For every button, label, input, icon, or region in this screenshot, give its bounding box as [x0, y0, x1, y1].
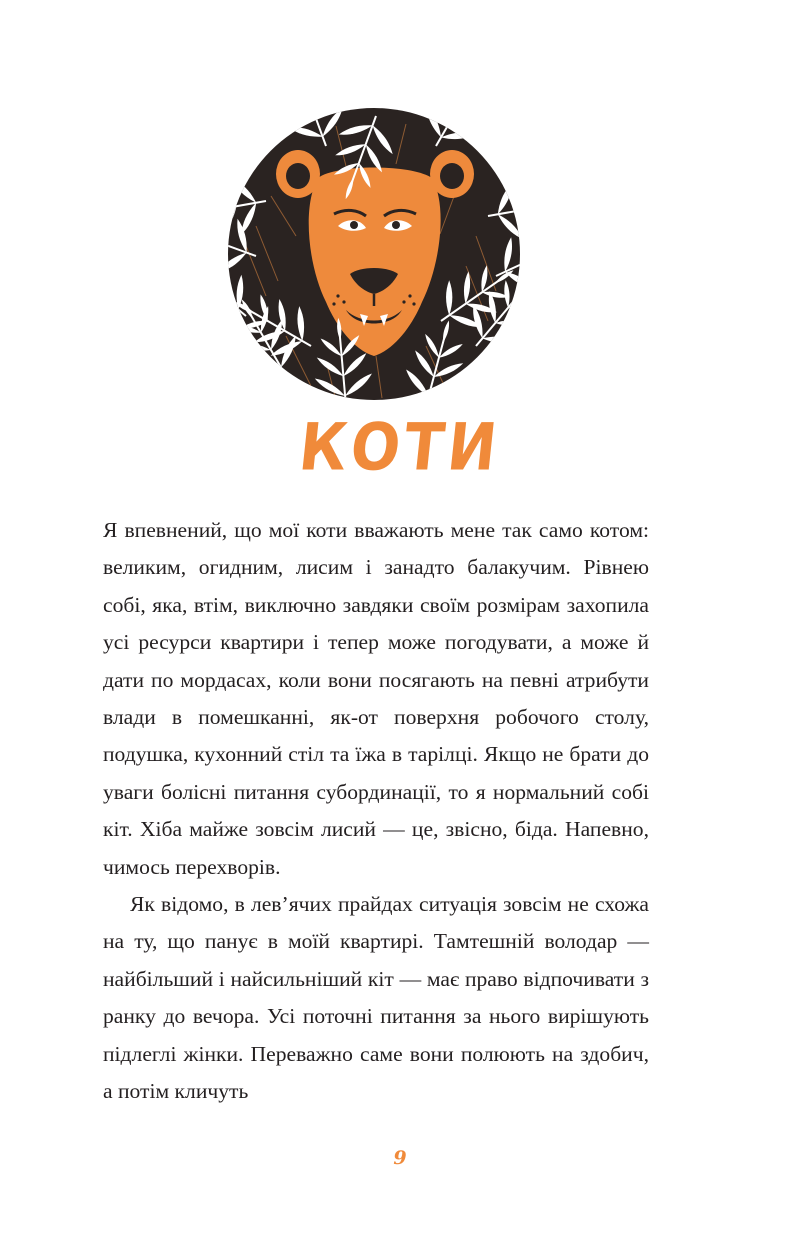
chapter-title: КОТИ	[295, 408, 505, 486]
paragraph: Я впевнений, що мої коти вважають мене так само котом: великим, огидним, лисим і занадто балакучим. Рівнею собі, яка, втім, виключно завдяки своїм розмірам захопила усі ресурси квартири і тепер може погодувати, а може й дати по мордасах, коли вони посягають на певні атрибути влади в помешканні, як-от поверхня робочого столу, подушка, кухонний стіл та їжа в тарілці. Якщо не брати до уваги болісні питання субординації, то я нормальний собі кіт. Хіба майже зовсім лисий — це, звісно, біда. Напевно, чимось перехворів.	[103, 518, 649, 879]
paragraph: Як відомо, в лев’ячих прайдах ситуація зовсім не схожа на ту, що панує в моїй квартирі. Тамтешній володар — найбільший і найсильніший кіт — має право відпочивати з ранку до вечора. Усі поточні питання за нього вирішують підлеглі жінки. Переважно саме вони полюють на здобич, а потім кличуть	[103, 892, 649, 1104]
lion-head-icon	[226, 106, 522, 402]
page-number: 9	[393, 1147, 407, 1169]
body-text	[103, 512, 649, 1111]
